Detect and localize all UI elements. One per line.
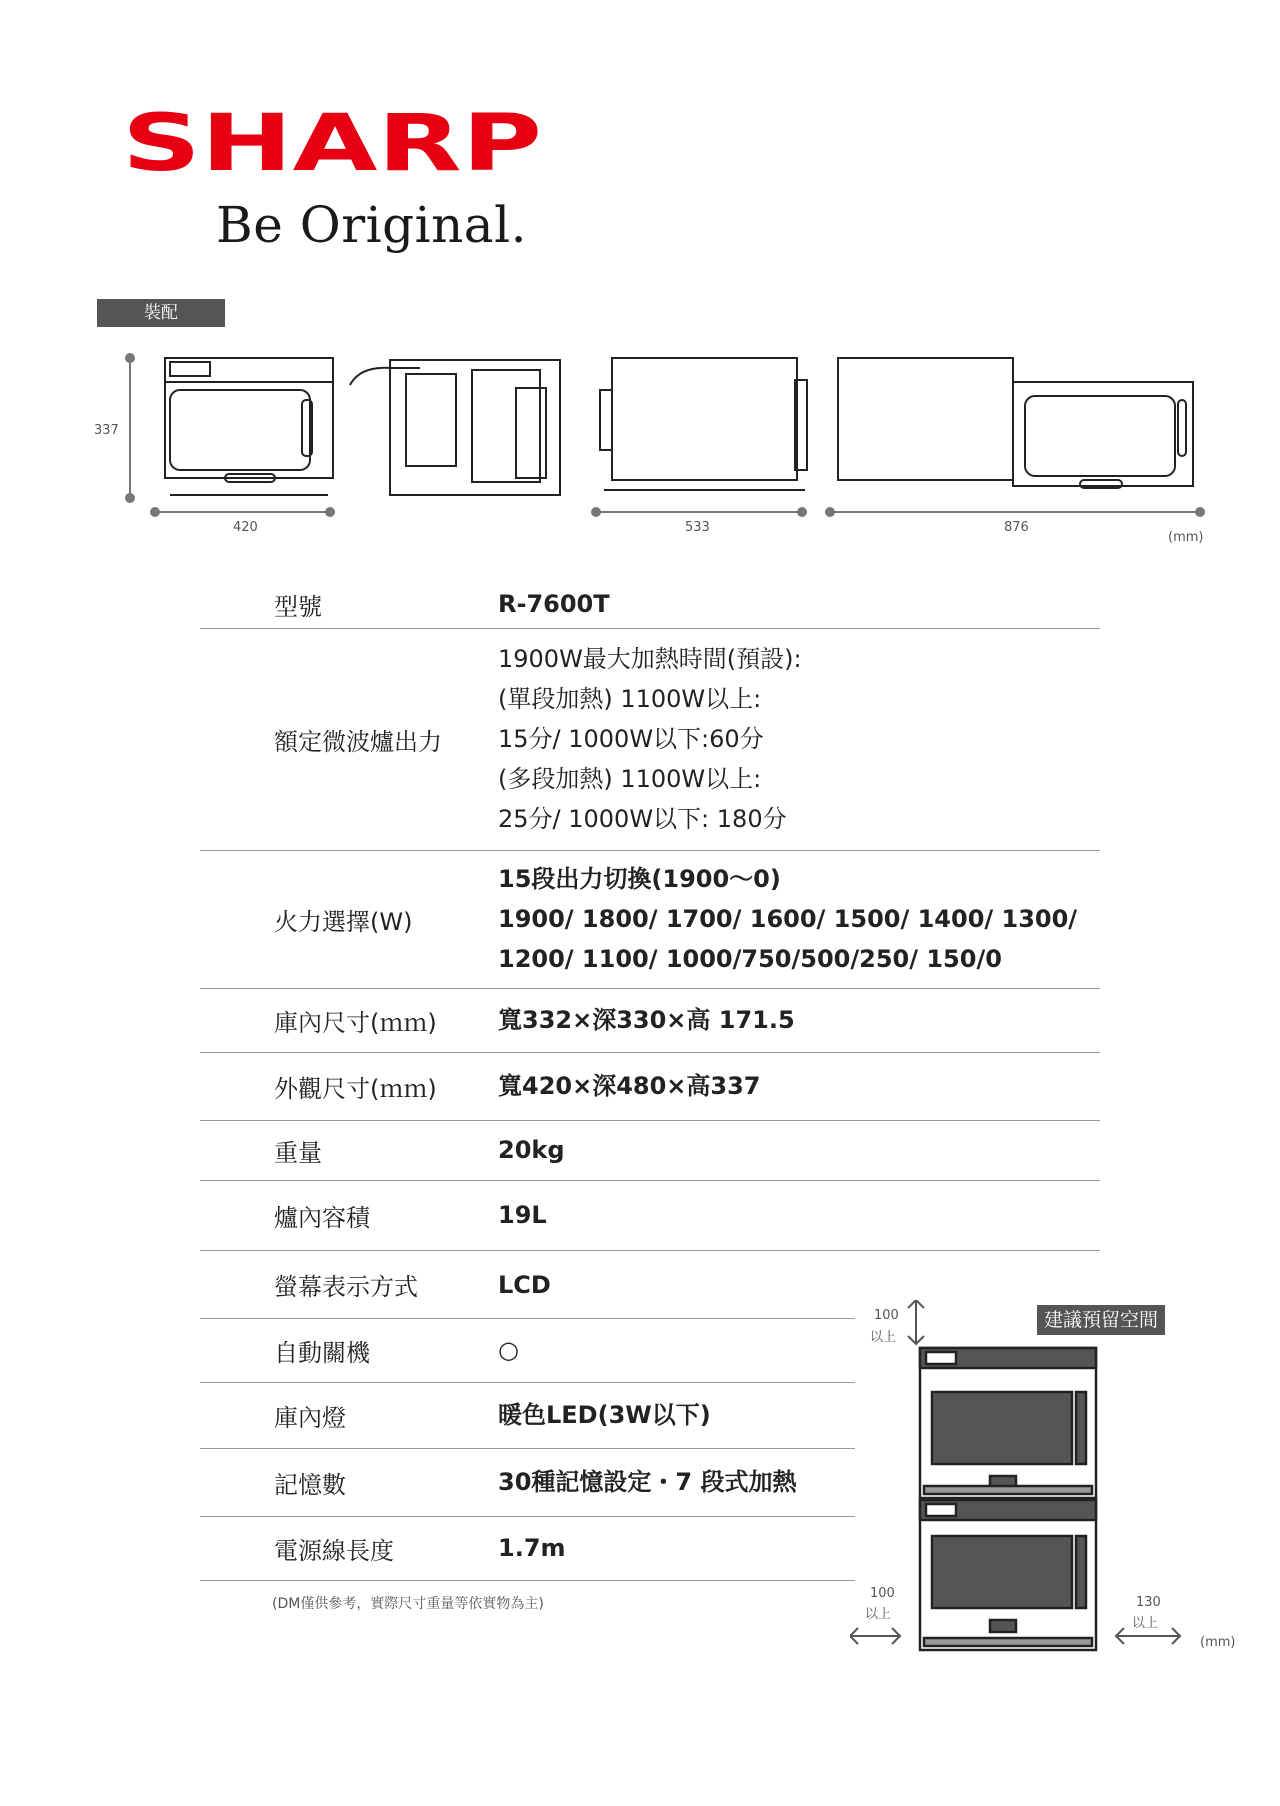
clearance-unit-label: (mm) <box>1200 1635 1236 1650</box>
spec-key: 型號 <box>200 581 497 628</box>
spec-row <box>200 1052 1100 1120</box>
spec-value: (多段加熱) 1100W以上: <box>498 765 762 793</box>
spec-value: 寬332×深330×高 171.5 <box>498 1006 795 1034</box>
spec-key: 火力選擇(W) <box>200 850 497 988</box>
spec-key: 螢幕表示方式 <box>200 1252 497 1318</box>
right-clearance-value: 130 <box>1136 1595 1161 1610</box>
spec-value: 1900/ 1800/ 1700/ 1600/ 1500/ 1400/ 1300/ <box>498 905 1078 933</box>
spec-value: LCD <box>498 1270 551 1299</box>
spec-row <box>200 1448 855 1516</box>
spec-row <box>200 1318 855 1382</box>
spec-value: 1200/ 1100/ 1000/750/500/250/ 150/0 <box>498 945 1002 973</box>
unit-label: (mm) <box>1168 530 1204 545</box>
spec-key: 爐內容積 <box>200 1180 497 1250</box>
width-dimension-label-front: 420 <box>233 520 258 535</box>
clearance-label: 建議預留空間 <box>1037 1305 1165 1335</box>
spec-key: 額定微波爐出力 <box>200 628 497 850</box>
width-dimension-label-side: 533 <box>685 520 710 535</box>
spec-key: 重量 <box>200 1120 497 1180</box>
spec-value: 1.7m <box>498 1534 566 1562</box>
spec-key: 庫內燈 <box>200 1382 497 1448</box>
dimension-diagrams <box>90 340 1220 570</box>
spec-table <box>200 581 1100 1251</box>
spec-row <box>200 628 1100 850</box>
spec-key: 外觀尺寸(ｍｍ) <box>200 1052 497 1120</box>
spec-value: 30種記憶設定・7 段式加熱 <box>498 1468 797 1496</box>
spec-row <box>200 850 1100 988</box>
spec-key: 電源線長度 <box>200 1516 497 1580</box>
spec-row <box>200 1382 855 1448</box>
spec-key: 庫內尺寸(ｍｍ) <box>200 988 497 1052</box>
top-clearance-suffix: 以上 <box>870 1330 897 1345</box>
left-clearance-suffix: 以上 <box>865 1607 892 1622</box>
spec-row <box>200 1252 855 1318</box>
disclaimer-note: (DM僅供參考，實際尺寸重量等依實物為主) <box>272 1596 544 1612</box>
spec-value: 1900W最大加熱時間(預設): <box>498 645 802 673</box>
door-open-view <box>838 358 1193 488</box>
spec-row <box>200 988 1100 1052</box>
section-label-assembly: 裝配 <box>97 299 225 327</box>
spec-value: 19L <box>498 1201 547 1229</box>
width-dimension-label-open: 876 <box>1004 520 1029 535</box>
spec-key: 自動關機 <box>200 1318 497 1382</box>
spec-value: 寬420×深480×高337 <box>498 1072 761 1100</box>
height-dimension-label: 337 <box>94 423 119 438</box>
left-clearance-value: 100 <box>870 1586 895 1601</box>
spec-value: (單段加熱) 1100W以上: <box>498 685 762 713</box>
right-clearance-suffix: 以上 <box>1132 1616 1159 1631</box>
spec-table-continued <box>200 1252 855 1581</box>
spec-value: 20kg <box>498 1136 565 1164</box>
spec-row <box>200 1120 1100 1180</box>
side-view <box>600 358 807 490</box>
back-view <box>350 360 560 495</box>
spec-value: 25分/ 1000W以下: 180分 <box>498 805 787 833</box>
spec-row <box>200 581 1100 628</box>
spec-value: 15段出力切換(1900～0) <box>498 865 781 893</box>
spec-value: 15分/ 1000W以下:60分 <box>498 725 764 753</box>
spec-value: R-7600T <box>498 590 610 619</box>
spec-key: 記憶數 <box>200 1448 497 1516</box>
top-clearance-value: 100 <box>874 1308 899 1323</box>
spec-row <box>200 1516 855 1580</box>
stacked-microwave-diagram <box>850 1300 1270 1660</box>
spec-row <box>200 1180 1100 1250</box>
spec-value: 暖色LED(3W以下) <box>498 1401 711 1429</box>
spec-value: ○ <box>498 1336 519 1364</box>
tagline: Be Original. <box>216 196 528 254</box>
front-view <box>165 358 333 495</box>
svg-text:SHARP: SHARP <box>122 104 542 184</box>
sharp-logo <box>122 104 552 184</box>
